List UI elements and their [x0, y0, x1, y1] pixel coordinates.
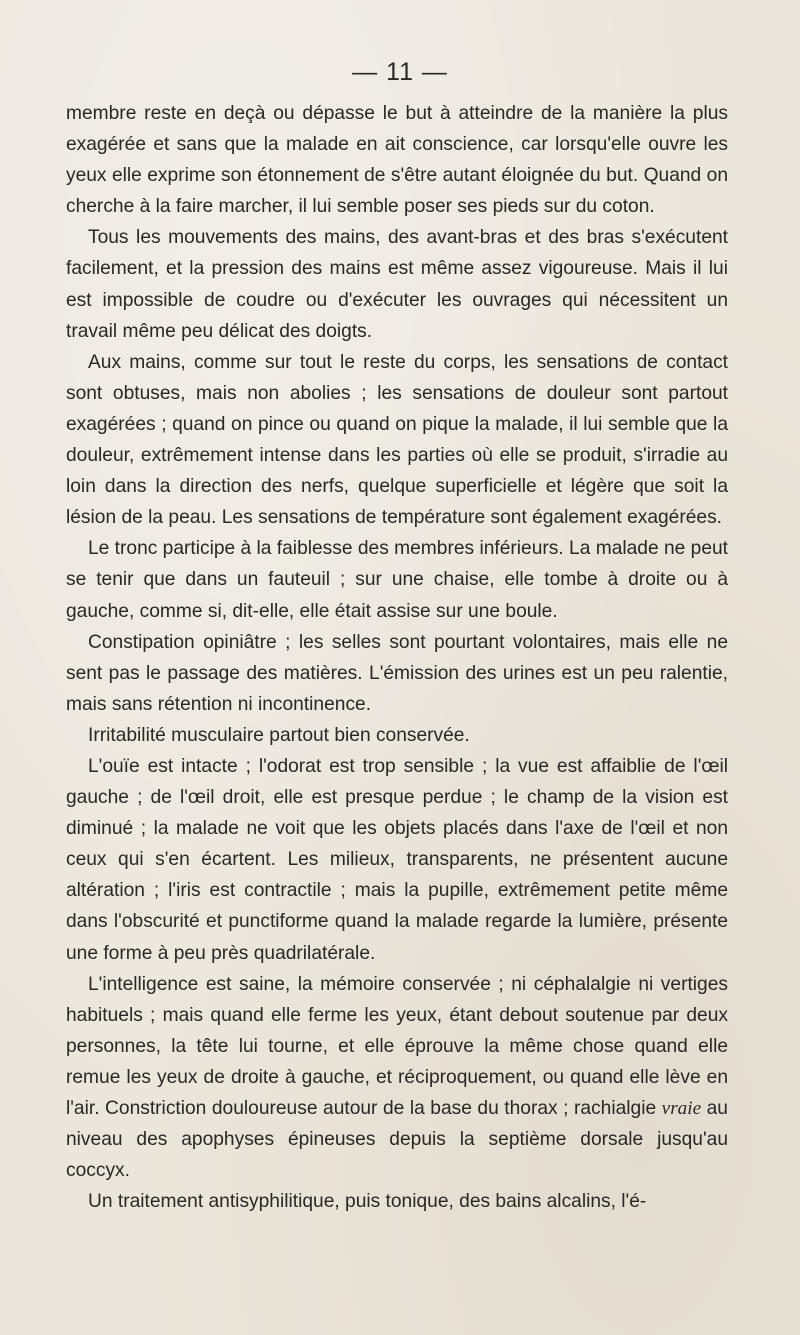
paragraph-text: Constipation opiniâtre ; les selles sont pourtant volontaires, mais elle ne sent pas le passage des matières. L'émission des urines est un peu ralentie, mais sans rétention ni incontinence.: [66, 631, 728, 715]
paragraph-text: Aux mains, comme sur tout le reste du corps, les sensations de contact sont obtuses, mais non abolies ; les sensations de douleur sont partout exagérées ; quand on pince ou quand on pique la malade, il lui semble que la douleur, extrêmement intense dans les parties où elle se produit, s'irradie au loin dans la direction des nerfs, quelque superficielle et légère que soit la lésion de la peau. Les sensations de température sont également exagérées.: [66, 351, 728, 529]
paragraph: [66, 533, 728, 626]
paragraph-text: Un traitement antisyphilitique, puis tonique, des bains alcalins, l'é-: [88, 1191, 647, 1213]
paragraph: [66, 627, 728, 720]
paragraph-text: Le tronc participe à la faiblesse des membres inférieurs. La malade ne peut se tenir que dans un fauteuil ; sur une chaise, elle tombe à droite ou à gauche, comme si, dit-elle, elle était assise sur une boule.: [66, 538, 728, 622]
paragraph-text: membre reste en deçà ou dépasse le but à atteindre de la manière la plus exagérée et sans que la malade en ait conscience, car lorsqu'elle ouvre les yeux elle exprime son étonnement de s'être autant éloignée du but. Quand on cherche à la faire marcher, il lui semble poser ses pieds sur du coton.: [66, 103, 728, 218]
paragraph: [66, 1186, 728, 1217]
paragraph-text: Irritabilité musculaire partout bien conservée.: [88, 724, 470, 746]
italic-word: vraie: [661, 1098, 702, 1119]
page-number: — 11 —: [352, 58, 448, 86]
body-text: [66, 98, 728, 1217]
paragraph-text: L'intelligence est saine, la mémoire conservée ; ni céphalalgie ni vertiges habituels ; mais quand elle ferme les yeux, étant debout soutenue par deux personnes, la tête lui tourne, et elle éprouve la même chose quand elle remue les yeux de droite à gauche, et réciproquement, ou quand elle lève en l'air. Constriction douloureuse autour de la base du thorax ; rachialgie: [66, 973, 728, 1119]
paragraph-text: au niveau des apophyses épineuses depuis la septième dorsale jusqu'au coccyx.: [66, 1098, 728, 1182]
paragraph: [66, 222, 728, 346]
paragraph: [66, 969, 728, 1187]
paragraph: [66, 720, 728, 751]
paragraph-text: L'ouïe est intacte ; l'odorat est trop sensible ; la vue est affaiblie de l'œil gauche ; de l'œil droit, elle est presque perdue ; le champ de la vision est diminué ; la malade ne voit que les objets placés dans l'axe de l'œil et non ceux qui s'en écartent. Les milieux, transparents, ne présentent aucune altération ; l'iris est contractile ; mais la pupille, extrêmement petite même dans l'obscurité et punctiforme quand la malade regarde la lumière, présente une forme à peu près quadrilatérale.: [66, 755, 728, 964]
paragraph: [66, 347, 728, 534]
paragraph-text: Tous les mouvements des mains, des avant-bras et des bras s'exécutent facilement, et la pression des mains est même assez vigoureuse. Mais il lui est impossible de coudre ou d'exécuter les ouvrages qui nécessitent un travail même peu délicat des doigts.: [66, 227, 728, 342]
paragraph: [66, 98, 728, 222]
paragraph: [66, 751, 728, 969]
